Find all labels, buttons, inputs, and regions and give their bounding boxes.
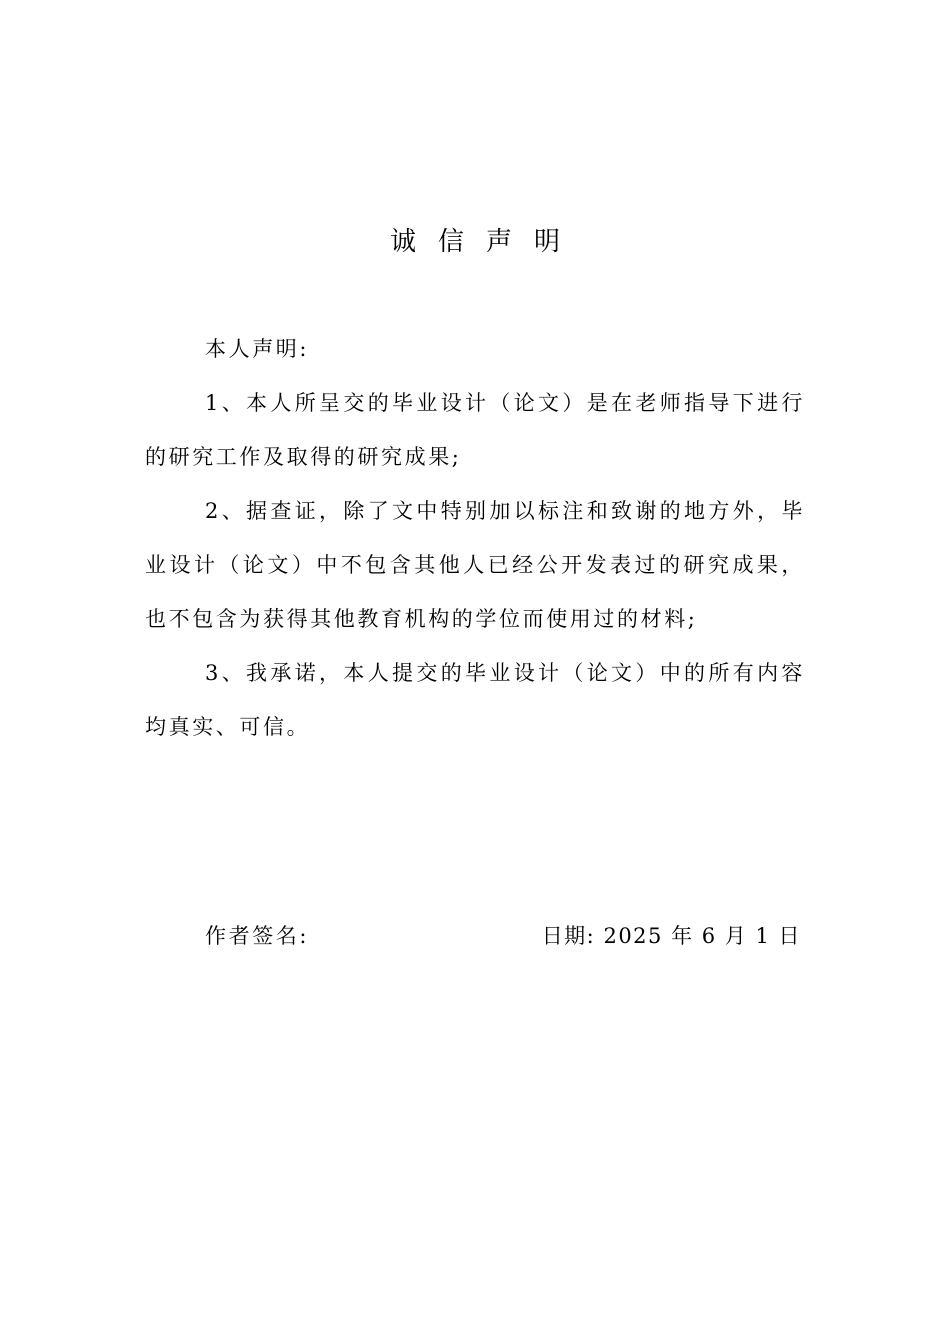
declaration-item-1: 1、本人所呈交的毕业设计（论文）是在老师指导下进行的研究工作及取得的研究成果;: [145, 391, 805, 469]
declaration-item-3: 3、我承诺，本人提交的毕业设计（论文）中的所有内容均真实、可信。: [145, 661, 805, 739]
date-value: 2025 年 6 月 1 日: [603, 924, 801, 948]
date-label: 日期:: [541, 924, 596, 948]
page-title: 诚信声明: [389, 227, 582, 257]
date-block: [542, 912, 801, 960]
declaration-body: [145, 322, 805, 754]
declaration-intro: 本人声明:: [205, 337, 310, 361]
signature-label: 作者签名:: [205, 924, 310, 948]
declaration-item-2: 2、据查证，除了文中特别加以标注和致谢的地方外，毕业设计（论文）中不包含其他人已经公开发表过的研究成果，也不包含为获得其他教育机构的学位而使用过的材料;: [145, 499, 805, 631]
